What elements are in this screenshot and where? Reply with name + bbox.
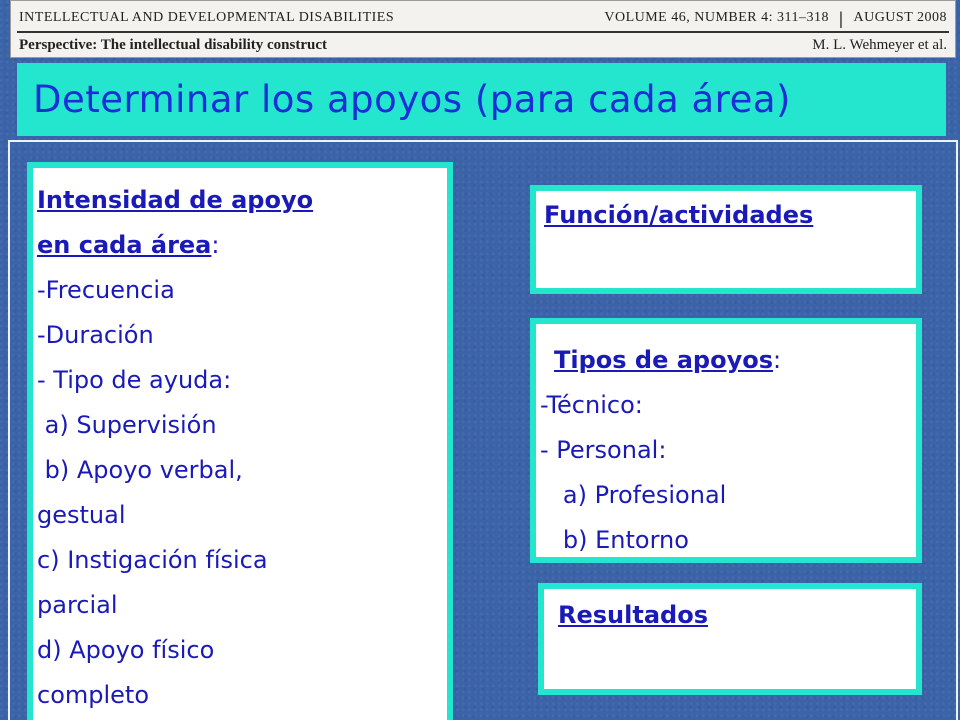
list-item: parcial (37, 591, 118, 619)
journal-issue-info (604, 8, 947, 29)
support-types-heading-line (540, 338, 916, 383)
support-intensity-colon: : (211, 231, 220, 259)
list-item: a) Profesional (540, 481, 727, 509)
results-box (538, 583, 922, 695)
support-types-heading: Tipos de apoyos (554, 346, 773, 374)
list-item: a) Supervisión (37, 411, 217, 439)
support-intensity-heading-line2 (37, 223, 447, 268)
header-separator: | (839, 7, 844, 28)
function-activities-heading-line (540, 201, 916, 229)
list-item: c) Instigación física (37, 546, 268, 574)
journal-header-top-row (19, 7, 947, 29)
volume-info: VOLUME 46, NUMBER 4: 311–318 (604, 10, 829, 25)
support-intensity-heading-area: en cada área (37, 231, 212, 259)
list-item: -Frecuencia (37, 276, 175, 304)
support-intensity-heading: Intensidad de apoyo (37, 186, 314, 214)
support-intensity-heading-line1 (37, 178, 447, 223)
list-item: b) Apoyo verbal, (37, 456, 243, 484)
article-title: Perspective: The intellectual disability construct (19, 36, 328, 53)
slide-title-bar (17, 63, 946, 136)
list-item: b) Entorno (540, 526, 689, 554)
header-divider (17, 31, 949, 33)
slide-title: Determinar los apoyos (para cada área) (33, 78, 791, 121)
list-item: - Personal: (540, 436, 667, 464)
results-heading: Resultados (558, 601, 708, 629)
list-item: completo (37, 681, 150, 709)
support-types-colon: : (773, 346, 782, 374)
journal-name: INTELLECTUAL AND DEVELOPMENTAL DISABILITIES (19, 10, 395, 25)
journal-header (10, 0, 956, 58)
issue-date: AUGUST 2008 (853, 10, 947, 25)
list-item: - Tipo de ayuda: (37, 366, 232, 394)
list-item: -Duración (37, 321, 154, 349)
list-item: gestual (37, 501, 126, 529)
journal-header-bottom-row (19, 35, 947, 55)
article-authors: M. L. Wehmeyer et al. (812, 36, 947, 53)
support-types-box (530, 318, 922, 563)
function-activities-heading: Función/actividades (544, 201, 814, 229)
list-item: d) Apoyo físico (37, 636, 215, 664)
list-item: -Técnico: (540, 391, 643, 419)
function-activities-box (530, 185, 922, 294)
results-heading-line (548, 601, 916, 629)
support-intensity-box (27, 162, 453, 720)
